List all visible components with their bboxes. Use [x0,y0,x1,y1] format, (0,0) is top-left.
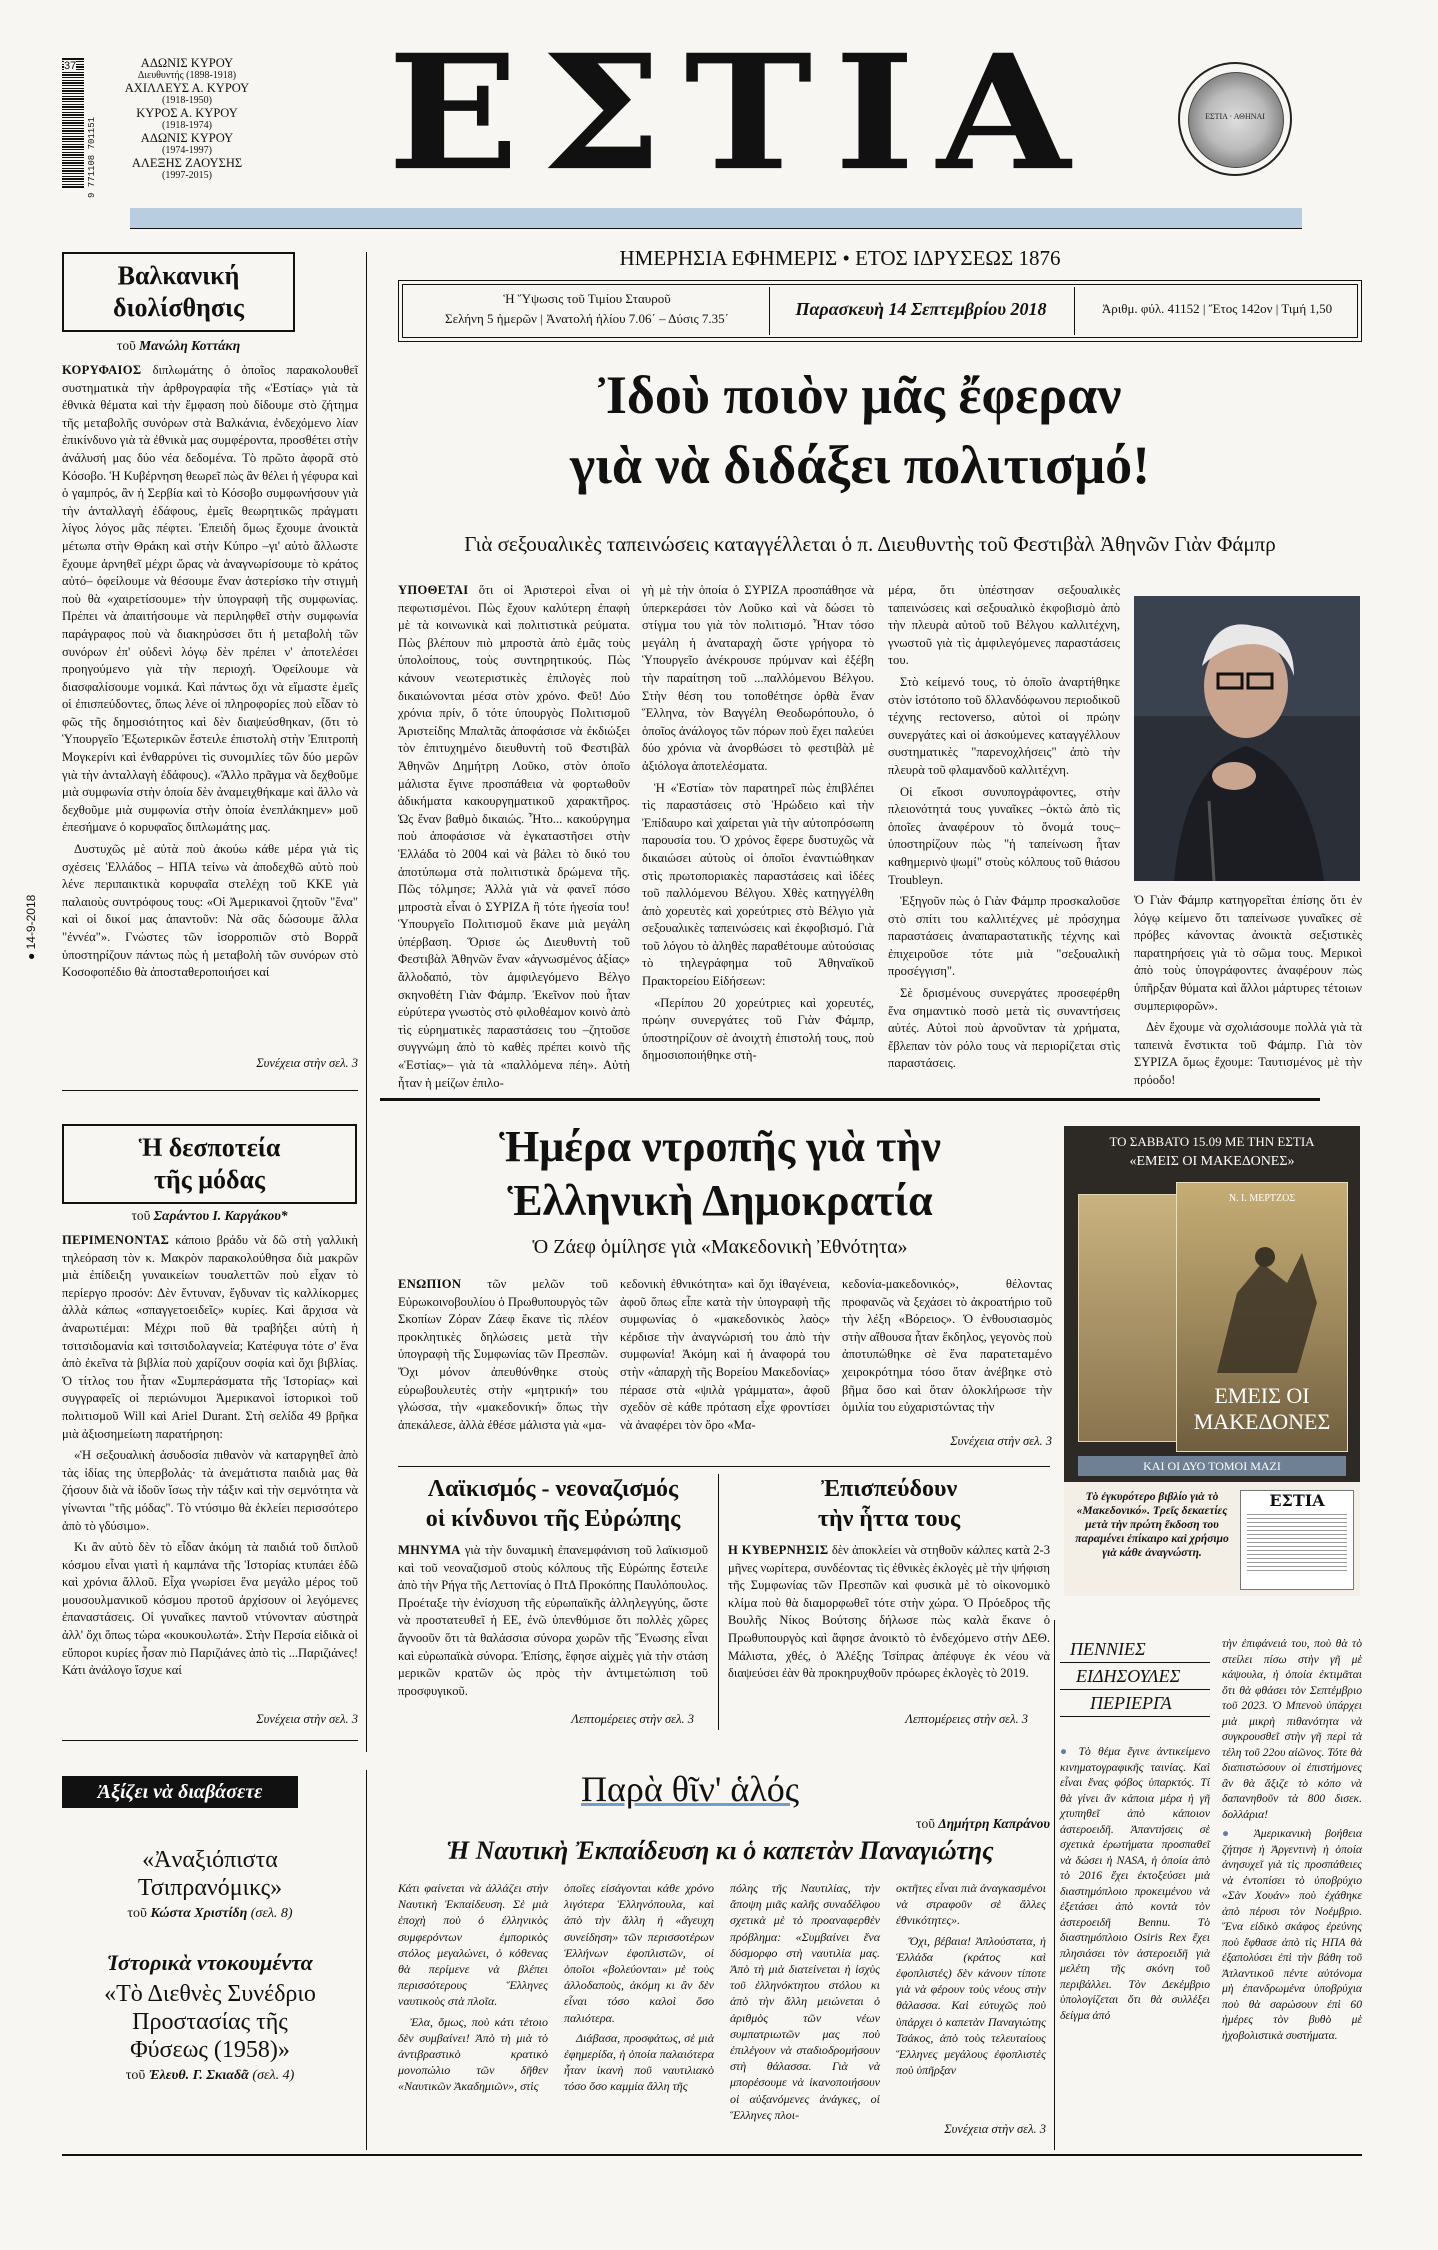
main-col-3: μέρα, ὅτι ὑπέστησαν σεξουαλικὲς ταπεινώσεις καὶ σεξουαλικὸ ἐκφοβισμὸ ἀπὸ τὴν πλευρὰ αὐτοῦ τοῦ Βέλγου καλλιτέχνη, γνωστοῦ γιὰ τὶς ἀμφιλεγόμενες παραστάσεις του. Στὸ κείμενό τους, τὸ ὁποῖο ἀναρτήθηκε στὸν ἱστότοπο τοῦ δλλανδόφωνου περιοδικοῦ τέχνης rectoverso, αὐτοὶ οἱ πρώην συνεργάτες καὶ οἱ ἀσκούμενες καταγγέλλουν συστηματικὲς "παρενοχλήσεις" ἀπὸ τὴν πλευρὰ τοῦ φλαμανδοῦ καλλιτέχνη. Οἱ εἴκοσι συνυπογράφοντες, στὴν πλειονότητά τους γυναῖκες –ὀκτὼ ἀπὸ τὶς ὁποῖες ἀναφέρουν τὸ ὄνομά τους– ὑποστηρίζουν πὼς "ἡ ταπείνωση ἦταν καθημερινὸ ψωμί" στοὺς κόλπους τοῦ θιάσου Troubleyn. Ἐξηγοῦν πὼς ὁ Γιὰν Φάμπρ προσκαλοῦσε στὸ σπίτι του καλλιτέχνες μὲ πρόσχημα παραστάσεις ἀναπαραστατικῆς τέχνης καὶ ἐπιχειροῦσε τότε μιὰ "σεξουαλικὴ προσέγγιση". Σὲ δρισμένους συνεργάτες προσεφέρθη ἕνα σημαντικὸ ποσὸ μετὰ τὶς συναντήσεις αὐτές. Αὐτοὶ ποὺ ἀρνοῦνταν τὰ χρήματα, ἔβλεπαν τὸν ρόλο τους νὰ περιορίζεται στὶς παραστάσεις. [888,583,1120,1071]
main-col-2: γὴ μὲ τὴν ὁποία ὁ ΣΥΡΙΖΑ προσπάθησε νὰ ὑπερκεράσει τὸν Λοῦκο καὶ νὰ δώσει τὸ στίγμα του γιὰ τὸν πολιτισμό. Ἦταν τόσο μεγάλη ἡ ἀναταραχὴ ὥστε γρήγορα τὸ Ὑπουργεῖο ἀνέκρουσε πρύμναν καὶ ἐξέβη τὴν παραίτηση τοῦ ...παλλόμενου Βέλγου. Στὴν θέση του τοποθέτησε ὀρθὰ ἕναν Ἕλληνα, τὸν Βαγγέλη Θεοδωρόπουλο, ὁ ὁποῖος ἀνάλογος τῶν πόρων ποὺ ἔχει παλεύει δύο χρόνια νὰ ἀνορθώσει τὸ φεστιβὰλ μὲ ἀξιόλογα ἀποτελέσματα. Ἡ «Ἑστία» τὸν παρατηρεῖ πὼς ἐπιβλέπει τὶς παραστάσεις στὸ Ἡρώδειο καὶ τὴν Ἐπίδαυρο καὶ χαίρεται γιὰ τὴν αὐτοπρόσωπη παρουσία του. Ὁ χρόνος ἔφερε δυστυχῶς νὰ δικαιώσει αὐτοὺς οἱ ὁποῖοι ἐναντιώθηκαν στὶς πρωτοποριακὲς παραστάσεις καὶ ἰδέες τοῦ παλλόμενου Βέλγου. Χθὲς κατηγγέλθη ἀπὸ χορευτὲς καὶ χορεύτριες στὸ Βέλγιο γιὰ σεξουαλικὲς ταπεινώσεις καὶ ἐκφοβισμό. Γιὰ τοῦ λόγου τὸ ἀληθὲς παραθέτουμε αὐτούσιας τὸ τηλεγράφημα τοῦ Ἀθηναϊκοῦ Πρακτορείου Εἰδήσεων: «Περίπου 20 χορεύτριες καὶ χορευτές, πρώην συνεργάτες τοῦ Γιὰν Φάμπρ, ὑποστηρίζουν σὲ ἀνοιχτὴ ἐπιστολή τους, ποὺ δημοσιοποιήθηκε στὴ- [642,583,874,1063]
editors-list [112,56,262,181]
must-read-item-1[interactable]: «Ἀναξιόπιστα Τσιπρανόμικς» τοῦ Κώστα Χριστίδη (σελ. 8) [127,1847,293,1921]
masthead-blue-band [130,208,1302,228]
column-col-3: πόλης τῆς Ναυτιλίας, τὴν ἄποψη μιᾶς καλῆς συναδέλφου σχετικὰ μὲ τὸ προαναφερθὲν πρόβλημα: «Συμβαίνει ἕνα δύσμορφο στὴ ναυτιλία μας. Ἀπὸ τὴ μιὰ διατείνεται ἡ ἰσχὺς τοῦ ἑλληνόκτητου στόλου κι ἀπὸ τὴν ἄλλη μειώνεται ὁ ἀριθμὸς τῶν νέων συμπατριωτῶν μας ποὺ ἐπιλέγουν νὰ σταδιοδρομήσουν στὴ θάλασσα. Γιὰ νὰ μπορέσουμε νὰ ἰκανοποιήσουν οἱ αὐξανόμενες ἀνάγκες, οἱ Ἕλληνες πλοι- [730,1881,880,2122]
portrait-illustration [1134,596,1360,881]
column-heading: Παρὰ θῖν' ἁλός [581,1769,799,1809]
article-title: διολίσθησις [112,293,245,322]
divider [398,1466,1050,1467]
column-divider [1054,1620,1055,2150]
column-col-1: Κάτι φαίνεται νὰ ἀλλάζει στὴν Ναυτικὴ Ἐκπαίδευση. Σὲ μιὰ ἐποχὴ ποὺ ὁ ἐλληνικὸς συμφερόντων ἐμπορικὸς στόλος μεγαλώνει, ὁ κόθενας θὰ περίμενε νὰ βλέπει περισσότερους Ἕλληνες ναυτικοὺς στὰ πλοῖα. Ἐλα, ὅμως, ποὺ κάτι τέτοιο δὲν συμβαίνει! Ἀπὸ τὴ μιὰ τὸ ἀντιβραστικὸ κρατικὸ μονοπώλιο τῶν δῆθεν «Ναυτικῶν Ἀκαδημιῶν», στὶς [398,1881,548,2094]
sun-moon-info: Σελήνη 5 ἡμερῶν | Ἀνατολή ἡλίου 7.06΄ – Δύσις 7.35΄ [445,311,729,326]
section-rule [380,1098,1320,1101]
editor-years: (1974-1997) [162,145,212,156]
second-headline: Ἡμέρα ντροπῆς γιὰ τὴν Ἑλληνικὴ Δημοκρατία [499,1122,941,1225]
column-divider [718,1474,719,1730]
article-byline: τοῦ Μανώλη Κοττάκη [116,338,241,353]
advert-title: «ΕΜΕΙΣ ΟΙ ΜΑΚΕΔΟΝΕΣ» [1129,1154,1295,1169]
sub-article-left-title: Λαϊκισμός - νεοναζισμός οἱ κίνδυνοι τῆς Εὐρώπης [425,1476,681,1532]
article-byline: τοῦ Σαράντου Ι. Καργάκου* [131,1208,288,1223]
issue-info: Ἀριθμ. φύλ. 41152 | Ἔτος 142ον | Τιμή 1,50 [1101,301,1333,316]
column-title: Ἡ Ναυτικὴ Ἐκπαίδευση κι ὁ καπετὰν Παναγιώτης [446,1836,994,1865]
more-details-link[interactable]: Λεπτομέρειες στὴν σελ. 3 [571,1712,694,1726]
second-subhead: Ὁ Ζάεφ ὁμίλησε γιὰ «Μακεδονικὴ Ἐθνότητα» [532,1236,908,1258]
vertical-date: ● 14-9-2018 [24,894,38,960]
author-name: Δημήτρη Καπράνου [938,1816,1050,1831]
divider [62,1090,358,1091]
second-col-2: κεδονικὴ ἐθνικότητα» καὶ ὄχι ἰθαγένεια, ἀφοῦ ὅπως εἶπε κατὰ τὴν ὑπογραφὴ τῆς συμφωνίας ὁ «μακεδονικὸς λαὸς» κέρδισε τὴν ἀναγνώρισή του ἀπὸ τὴν συμφωνία! Ἀκόμη καὶ ἡ ἀναφορά του στὴν «ἀπαρχὴ τῆς Βορείου Μακεδονίας» πέρασε στὰ «ψιλὰ γράμματα», ἀφοῦ σχεδὸν σὲ κάθε πρόταση εἶχε φροντίσει νὰ ἀναφέρει τὸν ὅρο «Μα- [620,1277,830,1432]
feast-day: Ἡ Ὕψωσις τοῦ Τιμίου Σταυροῦ [503,291,671,306]
page-number: 37 [64,60,77,72]
continued-link[interactable]: Συνέχεια στὴν σελ. 3 [944,2122,1046,2136]
masthead-title: ΕΣΤΙΑ [387,19,1093,206]
main-headline: Ἰδοὺ ποιὸν μᾶς ἔφεραν γιὰ νὰ διδάξει πολιτισμό! [569,365,1151,495]
page-bottom-rule [62,2154,1362,2156]
author-name: Σαράντου Ι. Καργάκου* [153,1208,288,1223]
left-article-2-box [62,1124,357,1204]
must-read-item-2[interactable]: Ἱστορικὰ ντοκουμέντα «Τὸ Διεθνὲς Συνέδριο Προστασίας τῆς Φύσεως (1958)» τοῦ Ἐλευθ. Γ. Σκιαδᾶ (σελ. 4) [104,1950,316,2083]
editor-years: (1997-2015) [162,170,212,181]
seal-text: ΕΣΤΙΑ · ΑΘΗΝΑΙ [1205,112,1265,121]
continued-link[interactable]: Συνέχεια στὴν σελ. 3 [256,1712,358,1726]
editor-years: (1918-1950) [162,95,212,106]
author-name: Μανώλη Κοττάκη [139,338,241,353]
sub-article-right-title: Ἐπισπεύδουν τὴν ἧττα τους [817,1476,961,1532]
continued-link[interactable]: Συνέχεια στὴν σελ. 3 [256,1056,358,1070]
book-title: ΕΜΕΙΣ ΟΙ ΜΑΚΕΔΟΝΕΣ [1193,1383,1331,1434]
second-col-1: ΕΝΩΠΙΟΝ τῶν μελῶν τοῦ Εὐρωκοινοβουλίου ὁ Πρωθυπουργὸς τῶν Σκοπίων Ζόραν Ζάεφ ἔκανε τὶς πλέον προκλητικὲς δηλώσεις μετὰ τὴν ὑπογραφὴ τῆς Συμφωνίας τῶν Πρεσπῶν. Ὄχι μόνον ἀπευθύνθηκε στοὺς εὐρωβουλευτὲς στὴν «μητρική» του γλώσσα, τὴν «μακεδονική» ὅπως τὴν ἀπεκάλεσε, ἀλλὰ ἐθέσε μάλιστα γιὰ «μα- [398,1277,608,1432]
info-bar [398,280,1362,342]
book-cover-front [1176,1182,1348,1452]
sub-article-left-body: ΜΗΝΥΜΑ γιὰ τὴν δυναμικὴ ἐπανεμφάνιση τοῦ λαϊκισμοῦ καὶ τοῦ νεοναζισμοῦ στοὺς κόλπους τῆς Εὐρώπης ἔστειλε ἀπὸ τὴν Ρήγα τῆς Λεττονίας ὁ ΠτΔ Προκόπης Παυλόπουλος. Προέταξε τὴν ἐνίσχυση τῆς εὐρωπαϊκῆς ἀλληλεγγύης, ὥστε νὰ προστατευθεῖ ἡ ΕΕ, ἐνῶ ὑπενθύμισε ὅτι πολλὲς χῶρες ἄγνοοῦν ὅτι τὰ θαλάσσια σύνορα χωρῶν τῆς Ἕνωσης εἶναι καὶ εὐρωπαϊκὰ σύνορα. Ἐπίσης, ἔφησε αἰχμὲς γιὰ τὴν στάση μερικῶν κρατῶν ὡς πρὸς τὴν ἀντιμετώπιση τοῦ προσφυγικοῦ. [398,1543,708,1698]
book-author: Ν. Ι. ΜΕΡΤΖΟΣ [1228,1193,1296,1204]
sub-article-right-body: Η ΚΥΒΕΡΝΗΣΙΣ δὲν ἀποκλείει νὰ στηθοῦν κάλπες κατὰ 2-3 μῆνες νωρίτερα, συνδέοντας τὶς ἐθνικὲς ἐκλογὲς μὲ τὴν ψήφιση τῆς Συμφωνίας τῶν Πρεσπῶν καὶ φυσικὰ μὲ τὸ οἰκονομικὸ κλίμα ποὺ θὰ διαμορφωθεῖ τότε στὴν χώρα. Ὁ Πρόεδρος τῆς Βουλῆς Νίκος Βούτσης δήλωσε πὼς καλὰ ἔκανε ὁ Πρωθυπουργὸς καὶ ἄφησε ἀνοικτὸ τὸ ἐνδεχόμενο στὴν ΔΕΘ. Μάλιστα, χθές, ὁ Ἀλέξης Τσίπρας ἀπέφυγε ἐκ νέου νὰ διαψεύσει ἐὰν θὰ προκηρυχθοῦν πρόωρες ἐκλογὲς τὸ 2019. [728,1543,1050,1681]
gossip-heading: ΠΕΝΝΙΕΣ ΕΙΔΗΣΟΥΛΕΣ ΠΕΡΙΕΡΓΑ [1060,1636,1210,1717]
masthead-rule [130,228,1302,229]
main-col-1: ΥΠΟΘΕΤΑΙ ὅτι οἱ Ἀριστεροὶ εἶναι οἱ πεφωτισμένοι. Πὼς ἔχουν καλύτερη ἐπαφὴ μὲ τὰ κοινωνικὰ καὶ πολιτιστικὰ ρεύματα. Πὼς βλέπουν πιὸ μπροστὰ ἀπὸ ἐμᾶς τοὺς ὑπολοίπους, τοὺς συντηρητικούς. Πὼς κάνουν νεωτεριστικὲς ἐπιλογὲς ποὺ δικαιώνονται μέσα στὸν χρόνο. Φεῦ! Δύο χρόνια πρίν, ὅ τότε ὑπουργὸς Πολιτισμοῦ Ἀριστείδης Μπαλτᾶς ἀποφάσισε νὰ ἐκδιώξει τὸν ἐπιτυχημένο διευθυντὴ τοῦ Φεστιβὰλ Ἀθηνῶν Δημήτρη Λοῦκο, στὸν ὁποῖο μάλιστα ἔγινε προσπάθεια νὰ φορτωθοῦν ἀδικήματα κακουργηματικοῦ χαρακτῆρος. Ὡς ἕναν βαθμὸ δικαιώς. Ἦτο... κακούργημα ποὺ ἀποφάσισε νὰ ἐγκαταστῆσει στὴν Ἑλλάδα τὸ 2004 καὶ νὰ βάλει τὸ δικό του ἀποτύπωμα στὰ πολιτιστικὰ δρώμενα τῆς. Πῶς τόλμησε; Ἀλλὰ γιὰ νὰ φανεῖ πόσο μπροστὰ εἶναι ὁ ΣΥΡΙΖΑ ἢ τότε ἡγεσία του! Ὑπουργεῖο Πολιτισμοῦ ἔκανε μιὰ μεγάλη ὑπέρβαση. Ὅρισε ὡς Διευθυντὴ τοῦ Φεστιβὰλ Ἀθηνῶν ἕναν «ἀγνωσμένος ἀξίας» ἄλλοδαπό, τὸν ἀμφιλεγόμενο Βέλγο σκηνοθέτη Γιὰν Φάμπρ. Ἐκεῖνον ποὺ ἦταν εὐρύτερα γνωστὸς στὸ φιλοθέαμον κοινὸ ἀπὸ τὶς εὐρηματικὲς παραστάσεις του –ζητοῦσε συγγνώμη ἀπὸ τὸ καθὲς πρέπει κοινὸ τῆς «Ἑστίας»– γιὰ τὰ «παλλόμενα πέη». Αὐτὴ ἦταν ἡ μείζων ἐπιλο- [398,583,630,1090]
editor-years: (1918-1974) [162,120,212,131]
editor-name: ΑΔΩΝΙΣ ΚΥΡΟΥ [140,56,234,70]
editor-name: ΑΛΕΞΗΣ ΖΑΟΥΣΗΣ [131,156,243,170]
article-title: Ἡ δεσποτεία [138,1133,281,1162]
second-col-3: κεδονία-μακεδονικός», θέλοντας προφανῶς νὰ ξεχάσει τὸ ἀκροατήριο τοῦ τὴν λέξη «Βόρειος». Ὁ ἐνθουσιασμὸς στὴν αἴθουσα ἦταν ἔκδηλος, γεγονὸς ποὺ ἀποτυπώθηκε σὲ ἕνα παρατεταμένο χειροκρότημα τόσο ὅταν ἀνέβηκε στὸ βῆμα ὅσο καὶ ὅταν ὁλοκλήρωσε τὴν ὁμιλία του εὐχαριστώντας τὴν [842,1277,1052,1415]
barcode-number: 9 771108 701151 [87,116,97,198]
more-details-link[interactable]: Λεπτομέρειες στὴν σελ. 3 [905,1712,1028,1726]
tagline: ΗΜΕΡΗΣΙΑ ΕΦΗΜΕΡΙΣ • ΕΤΟΣ ΙΔΡΥΣΕΩΣ 1876 [619,246,1061,270]
book-advert[interactable] [1064,1126,1360,1596]
statue-illustration [1177,1223,1347,1383]
column-byline: τοῦ Δημήτρη Καπράνου [916,1816,1050,1831]
editor-name: ΚΥΡΟΣ Α. ΚΥΡΟΥ [136,106,238,120]
fabre-photo [1134,596,1360,881]
column-col-2: ὁποῖες εἰσάγονται κάθε χρόνο λιγότερα Ἑλληνόπουλα, καὶ ἀπὸ τὴν ἄλλη ἡ «ἄγευχη συνείδηση» τῶν περισσοτέρων Ἑλλήνων ἐφοπλιστῶν, οἱ ὁποῖοι «βολεύονται» μὲ τοὺς ἀλλοδαποὺς, ἀκόμη κι ἂν δὲν εἶναι τόσο καλοὶ ὅσο παλιότερα. Διάβασα, προσφάτως, σὲ μιὰ ἐφημερίδα, ἡ ὁποία παλαιότερα ἦταν ἰκανὴ ποῦ ναυτιλιακὸ τόσο ὅσο καμμία ἄλλη τῆς [564,1881,714,2094]
mini-newspaper: ΕΣΤΙΑ [1240,1490,1354,1590]
advert-text-box [1064,1482,1360,1596]
continued-link[interactable]: Συνέχεια στὴν σελ. 3 [950,1434,1052,1448]
gossip-col-1: ● Τὸ θέμα ἔγινε ἀντικείμενο κινηματογραφικῆς ταινίας. Καὶ εἶναι ἕνας φόβος ὑπαρκτός. Τί θὰ γίνει ἂν κάποια μέρα ἡ γῆ χτυπηθεῖ ἀπὸ κάποιον ἀστεροειδῆ. Ἀπαντήσεις σὲ σχετικὰ ἐρωτήματα προσπαθεῖ νὰ δώσει ἡ NASA, ἡ ὁποία ἀπὸ τὸ 2016 ἔχει ἐκτοξεύσει μιὰ διαστημόπλοιο προκειμένου νὰ ἐξετάσει ἀπὸ κοντὰ τὸν ἀστεροειδῆ Bennu. Τὸ διαστημόπλοιο Osiris Rex ἔχει πλησιάσει τὸν ἀστεροειδῆ γιὰ μελέτη τῆς σκόνη τοῦ περιβάλλει. Τὸν Δεκέμβριο ὑπολογίζεται ὅτι θὰ συλλέξει δείγμα ἀπό [1060,1745,1210,2022]
editor-years: Διευθυντής (1898-1918) [137,70,237,81]
left-article-1-body: ΚΟΡΥΦΑΙΟΣ διπλωμάτης ὁ ὁποῖος παρακολουθεῖ συστηματικὰ τὴν ἀρθρογραφία τῆς «Ἑστίας» γιὰ τὰ ἐθνικὰ θέματα καὶ τὴν ἔμφαση ποὺ δίδουμε στὸ ζήτημα τῆς μεταβολῆς συνόρων στὰ Βαλκάνια, ἐνδεχόμενο λίαν ἐπικίνδυνο γιὰ τὰ ἐθνικὰ μας συμφέροντα, προσθέτει στὴν ἀνάλυσή μας δύο νέα δεδομένα. Τὸ πρῶτο ἀφορᾶ στὸ Κόσοβο. Ἡ Κυβέρνηση θεωρεῖ πὼς ἂν θέλει ἡ γέφυρα καὶ ὁ γαμπρός, ἂν ἡ Σερβία καὶ τὸ Κόσοβο συμφωνήσουν γιὰ τὴν ἀνταλλαγὴ ἐδάφους, ἐμεῖς θεωρητικῶς πράγματι λίγος λόγος μᾶς πέφτει. Ἐπειδὴ ὅμως ἔχουμε ἀνοικτὰ μέτωπα στὴν Θράκη καὶ στὴν Κύπρο –γι' αὐτὸ ἄλλωστε ἔχουμε ἀρνηθεῖ μέχρι ὥρας νὰ ἀναγνωρίσουμε τὸ κράτος αὐτό– ὀφείλουμε νὰ θέσουμε ἕναν ἀστερίσκο τὴν στιγμὴ ποὺ θὰ «χαιρετίσουμε» τὴν ὑπογραφὴ τῆς συμφωνίας. Πρέπει νὰ ἀπαιτήσουμε νὰ περιληφθεῖ στὴν συμφωνία παράγραφος ποὺ νὰ διακηρύσσει ὅτι ἡ μεταβολὴ τῶν συνόρων ἐπ' οὐδενὶ λόγῳ δὲν πρέπει ν' ἀποτελέσει προηγούμενο γιὰ τὴν περιοχή. Ὀφείλουμε νὰ διασφαλίσουμε νομικά. Καὶ πάντως ὅχι νὰ εἴμαστε ἐμεῖς οἱ ἐπισπεύδοντες, ὅπως λένε οἱ πληροφορίες ποὺ εἶδαν τὸ φῶς τῆς δημοσιότητος καὶ δὲν διαψεύσθηκαν, (ὅτι τὸ Ὑπουργεῖο Ἐξωτερικῶν ἔστειλε ἐπιστολὴ στὴν Ἐπιτροπὴ Μογκερίνι καὶ ἐνθαρρύνει τὶς συνομιλίες τῶν δύο μερῶν γιὰ τὴν ἀνταλλαγὴ ἐδάφους). «Ἄλλο πρᾶγμα νὰ δεχθοῦμε μιὰ συμφωνία στὴν ὁποία δὲν ἀναμειχθήκαμε καὶ ἄλλο νὰ δεχθοῦμε μιὰ συμφωνία στὴν ὁποία ἐνεπλάκημεν» μοῦ ἐπεσήμανε ὁ κορυφαῖος διπλωμάτης μας. Δυστυχῶς μὲ αὐτὰ ποὺ ἀκούω κάθε μέρα γιὰ τὶς σχέσεις Ἑλλάδος – ΗΠΑ τείνω νὰ ἀποδεχθῶ αὐτὸ ποὺ λένε περιπαικτικὰ κορυφαῖα στελέχη τοῦ ΚΚΕ γιὰ παλαιοὺς συντρόφους τους: «Οἱ Ἀμερικανοὶ ζητοῦν "ἕνα" καὶ οἱ δικοί μας ἀπαντοῦν: Νὰ σᾶς δώσουμε ἄλλα "ἐννέα"». Γνώστες τῶν ἰσορροπιῶν στὸ Βορρᾶ ὑποστηρίζουν πάντως πὼς ἡ μεταβολὴ τῶν συνόρων στὸ Κοσοφοπέδιο θὰ ἀποσταθεροποιήσει καί [62,363,358,980]
editor-name: ΑΧΙΛΛΕΥΣ Α. ΚΥΡΟΥ [124,81,250,95]
gossip-col-2: τὴν ἐπιφάνειά του, ποὺ θὰ τὸ στείλει πίσω στὴν γῆ μὲ κάψουλα, ἡ ὁποία ἐκτιμᾶται ὅτι θὰ φθάσει τὸν Σεπτέμβριο τοῦ 2023. Ὁ Μπενοὺ ὑπάρχει μιὰ μικρὴ πιθανότητα νὰ συγκρουσθεῖ στὴν γῆ περὶ τὰ τέλη τοῦ 22ου αἰῶνος. Τότε θὰ διαπιστώσουν οἱ ἐπιστήμονες ἂν θὰ ἄξιζε τὸ κόπο νὰ δαπανηθοῦν τὰ 800 δισεκ. δολλάρια! ● Ἀμερικανικὴ βοήθεια ζήτησε ἡ Ἀργεντινὴ ἡ ὁποία ἀνησυχεῖ γιὰ τὶς προσπάθειες νὰ ἐντοπίσει τὸ ὑποβρύχιο «Σὰν Χουάν» ποὺ ἐχάθηκε ἀπὸ πέρυσι τὸν Νοέμβριο. Ἕνα εἰδικὸ σκάφος ἐρεύνης ποὺ ἔφθασε ἀπὸ τὶς ΗΠΑ θὰ ἐξαπολύσει ἐπὶ τὴν βάθη τοῦ Ἀτλαντικοῦ πέντε αὐτόνομα μὴ ἐπανδρωμένα ὑποβρύχια ποὺ θὰ σαρώσουν ἐπὶ 60 ἡμέρες τὸν βυθὸ μὲ ἠχοβολιστικὰ συστήματα. [1222,1637,1362,2042]
divider [62,1740,358,1741]
main-subhead: Γιὰ σεξουαλικὲς ταπεινώσεις καταγγέλλεται ὁ π. Διευθυντὴς τοῦ Φεστιβὰλ Ἀθηνῶν Γιὰν Φάμπρ [464,532,1276,556]
author-name: Ἐλευθ. Γ. Σκιαδᾶ [148,2068,249,2083]
advert-text: Τὸ ἐγκυρότερο βιβλίο γιὰ τὸ «Μακεδονικό». Τρεῖς δεκαετίες μετὰ τὴν πρώτη ἔκδοση του παραμένει ἐπίκαιρο καὶ χρήσιμο γιὰ κάθε ἀναγνώστη. [1075,1491,1229,1559]
advert-top: ΤΟ ΣΑΒΒΑΤΟ 15.09 ΜΕ ΤΗΝ ΕΣΤΙΑ [1109,1134,1315,1149]
advert-band: ΚΑΙ ΟΙ ΔΥΟ ΤΟΜΟΙ ΜΑΖΙ [1078,1456,1346,1476]
issue-date: Παρασκευὴ 14 Σεπτεμβρίου 2018 [795,299,1047,319]
must-read-heading: Ἀξίζει νὰ διαβάσετε [62,1776,298,1808]
photo-caption: Ὁ Γιὰν Φάμπρ κατηγορεῖται ἐπίσης ὅτι ἐν λόγῳ κείμενο ὅτι ταπείνωσε γυναῖκες σὲ πρόβες κάνοντας ἀνοικτὰ σεξιστικὲς παρατηρήσεις γιὰ τὸ σῶμα τους. Μερικοὶ ἀπὸ τοὺς ὑπογράφοντες ἀναφέρουν πὼς ὑπῆρξαν θύματα καὶ ἄλλοι μάρτυρες τέτοιων συμπεριφορῶν». Δὲν ἔχουμε νὰ σχολιάσουμε πολλὰ γιὰ τὰ ταπεινὰ ἔνστικτα τοῦ Φάμπρ. Γιὰ τὸν ΣΥΡΙΖΑ ὅμως ἔχουμε: Ταυτισμένος μὲ τὴν πρόοδο! [1134,893,1362,1087]
article-title: Βαλκανική [117,261,240,290]
left-article-2-body: ΠΕΡΙΜΕΝΟΝΤΑΣ κάποιο βράδυ νὰ δῶ στὴ γαλλικὴ τηλεόραση τὸν κ. Μακρὸν παρακολούθησα διὰ μακρῶν μιὰ ἐπίδειξη γυναικείων τουαλεττῶν ποὺ εἶχαν τὸ περίεργο προσόν: Δὲν ἔντυναν, ἔγδυναν τὶς καλλίκορμες ἀλλὰ κάπως «σπαγγετοειδεῖς» κυρίες. Καὶ ἄρχισα νὰ ἀναρωτιέμαι: Μέχρι ποῦ θὰ τραβήξει αὐτὴ ἡ τσιτσιδομανία καὶ τσιτσιδολαγνεία; Κατέφυγα τότε σ' ἕνα ἀπὸ ἐκεῖνα τὰ βιβλία ποὺ χαρίζουν σοφία καὶ ὄχι βιβλίας. Ὁ τίτλος του ἦταν «Συμπεράσματα τῆς Ἱστορίας» καὶ συγγραφεῖς οἱ περιώνυμοι Ἀμερικανοὶ ἱστορικοὶ τοῦ πολιτισμοῦ Will καὶ Ariel Durant. Στὴ σελίδα 49 βρῆκα μιὰ ἀξιοσημείωτη παρατήρηση: «Ἡ σεξουαλικὴ ἀσυδοσία πιθανὸν νὰ καταργηθεῖ ἀπὸ τὰς ἰδίας της ὑπερβολάς· τὰ ἀνεμάτιστα παιδιὰ μας θὰ ζήσουν διὰ νὰ ἰδοῦν ἴσως τὴν τάξιν καὶ τὴν σεμνότητα νὰ γίνωνται "τῆς μόδας". Τὸ ντύσιμο θὰ ἐκλείει περισσότερο ἀπὸ τὸ γδύσιμο». Κι ἂν αὐτὸ δὲν τὸ εἶδαν ἀκόμη τὰ παιδιά τοῦ διπλοῦ κόσμου εἶναι γιατὶ ἡ καμπάνα τῆς Ἱστορίας κτυπάει ἐδῶ καὶ χρόνια ἄλλοῦ. Εἶχα γνωρίσει ἕνα μεγάλο μέρος τοῦ μουσουλμανικοῦ κόσμου προτοῦ ἀρχίσουν οἱ λεγόμενες ἐπαναστάσεις. Οἱ γυναῖκες παντοῦ ντύνονταν αὐστηρὰ ἀλλ' ὄχι ὅπως τώρα «κουκουλωτά». Στὴν Περσία εἰδικὰ οἱ εὔποροι κυρίες ἦσαν πιὸ Παριζιάνες ἀπὸ τὶς ...Παριζιάνες! Κάτι ἀνάλογο ἴσχυε καί [62,1233,358,1678]
column-divider [366,252,367,1752]
editor-name: ΑΔΩΝΙΣ ΚΥΡΟΥ [140,131,234,145]
left-article-1-box [62,252,295,332]
author-name: Κώστα Χριστίδη [150,1906,248,1921]
barcode [62,58,84,188]
newspaper-seal [1178,62,1292,176]
column-divider [366,1770,367,2150]
column-col-4: οκτῆτες εἶναι πιὰ ἀναγκασμένοι νὰ στραφοῦν σὲ ἄλλες ἐθνικότητες». Ὄχι, βέβαια! Ἀπλούστατα, ἡ Ἑλλάδα (κράτος καὶ ἐφοπλιστές) δὲν κάνουν τίποτε γιὰ νὰ φέρουν τοὺς νέους στὴν θάλασσα. Καὶ εὐτυχῶς ποὺ ὑπάρχει ὁ καπετὰν Παναγιώτης Τσάκος, ἀπὸ τοὺς τελευταίους Ἕλληνες μεγάλους ἐφοπλιστὲς ποὺ ὑπῆρξαν [896,1881,1046,2078]
article-title: τῆς μόδας [154,1165,265,1194]
